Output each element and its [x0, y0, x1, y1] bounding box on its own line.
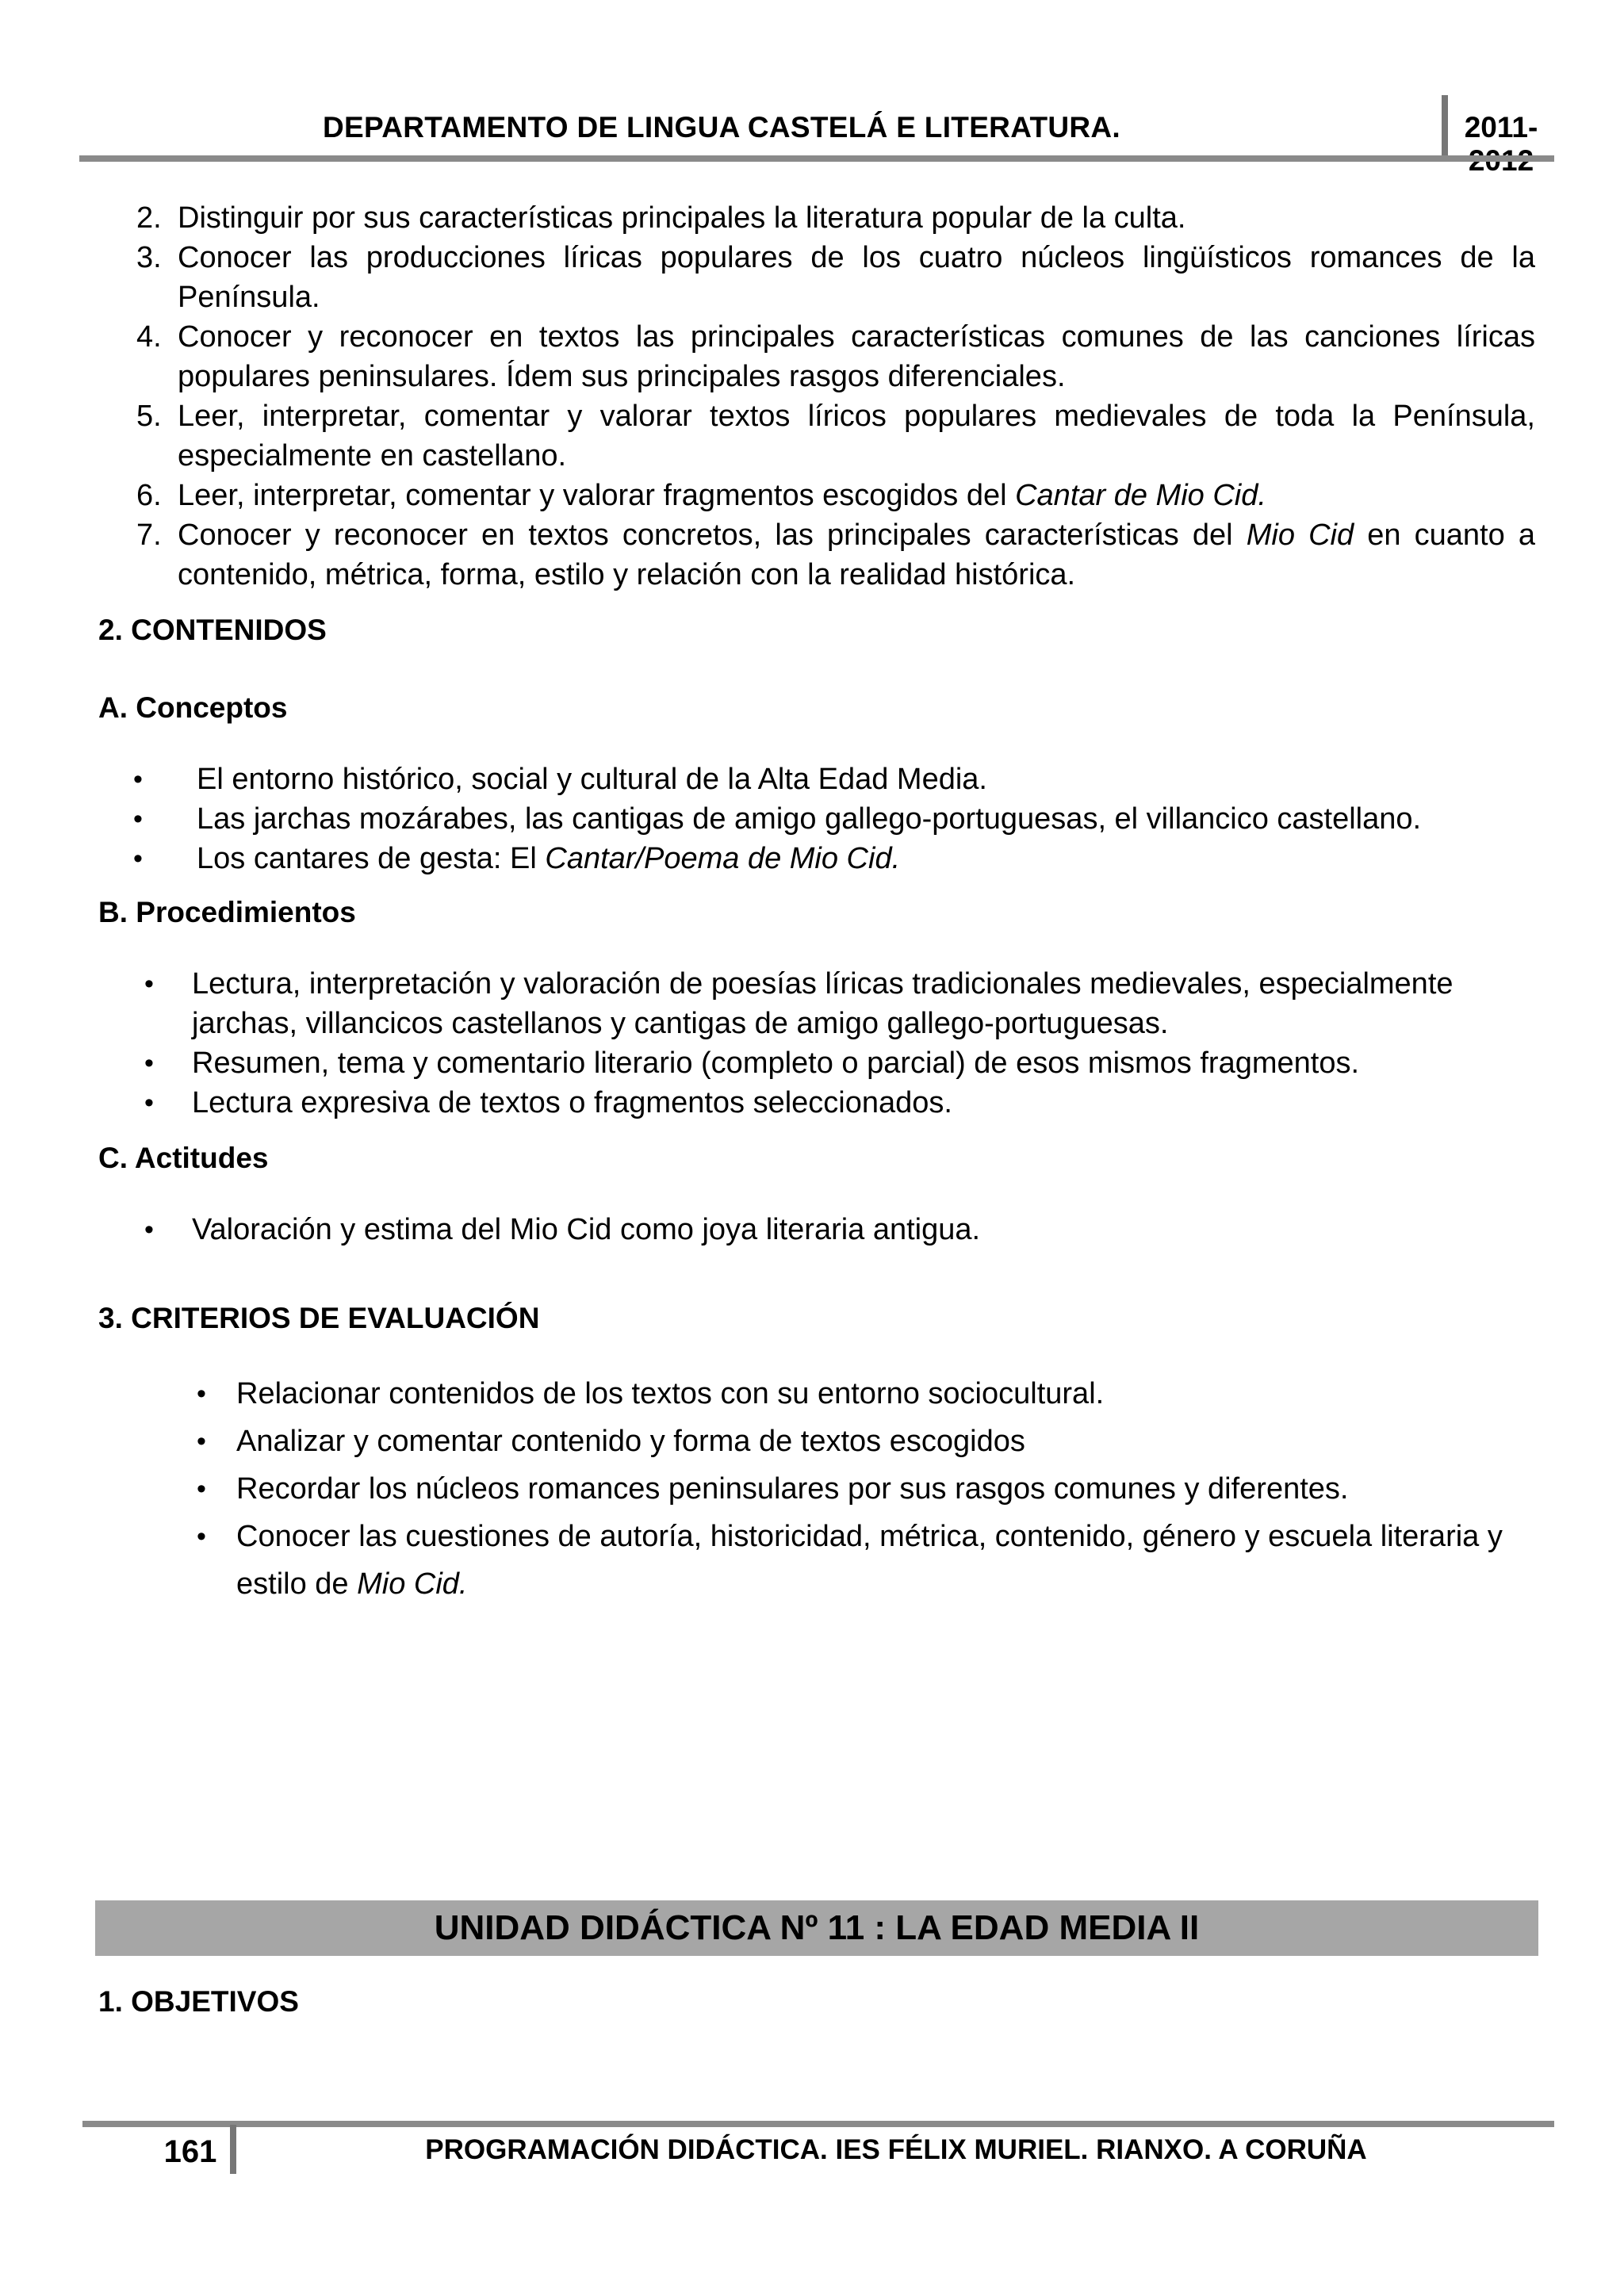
text-run: Resumen, tema y comentario literario (completo o parcial) de esos mismos fragmentos. — [192, 1047, 1360, 1080]
bullet-icon: • — [144, 1048, 154, 1078]
list-item — [98, 839, 1535, 878]
list-number: 7. — [136, 519, 162, 552]
italic-text: Mio Cid. — [357, 1567, 468, 1601]
bullet-icon: • — [197, 1379, 206, 1409]
procedimientos-list — [98, 964, 1535, 1123]
list-item — [98, 1370, 1535, 1418]
section-heading-criterios: 3. CRITERIOS DE EVALUACIÓN — [98, 1302, 540, 1334]
text-run: Valoración y estima del Mio Cid como joya literaria antigua. — [192, 1213, 981, 1246]
text-run: Conocer y reconocer en textos concretos, las principales características del — [178, 519, 1247, 552]
text-run: Distinguir por sus características principales la literatura popular de la culta. — [178, 201, 1186, 235]
bullet-icon: • — [144, 1088, 154, 1118]
main-content — [98, 198, 1535, 1608]
italic-text: Cantar de Mio Cid. — [1015, 479, 1266, 512]
footer-rule — [82, 2121, 1554, 2127]
footer-divider — [230, 2125, 236, 2174]
list-item — [98, 1513, 1535, 1608]
bullet-icon: • — [133, 764, 143, 794]
page-number: 161 — [163, 2134, 217, 2169]
bullet-icon: • — [133, 844, 143, 874]
header-year: 2011- — [1464, 111, 1538, 144]
objectives-list — [98, 198, 1535, 595]
bullet-icon: • — [144, 969, 154, 999]
bullet-icon: • — [197, 1521, 206, 1552]
bullet-icon: • — [133, 804, 143, 834]
page-header — [79, 95, 1554, 160]
text-run: Lectura, interpretación y valoración de poesías líricas tradicionales medievales, especialmente jarchas, villancicos castellanos y cantigas de amigo gallego-portuguesas. — [192, 967, 1454, 1040]
list-item — [98, 799, 1535, 839]
list-number: 2. — [136, 201, 162, 235]
text-run: Lectura expresiva de textos o fragmentos seleccionados. — [192, 1086, 952, 1119]
list-item — [98, 198, 1535, 238]
header-title: DEPARTAMENTO DE LINGUA CASTELÁ E LITERATURA. — [322, 111, 1121, 144]
italic-text: Cantar/Poema de Mio Cid. — [545, 842, 901, 875]
list-item — [98, 238, 1535, 317]
conceptos-list — [98, 760, 1535, 878]
bullet-icon: • — [197, 1426, 206, 1456]
criterios-list — [98, 1370, 1535, 1608]
list-number: 6. — [136, 479, 162, 512]
list-item — [98, 317, 1535, 396]
italic-text: Mio Cid — [1246, 519, 1354, 552]
subsection-heading-conceptos: A. Conceptos — [98, 691, 288, 724]
text-run: Analizar y comentar contenido y forma de textos escogidos — [236, 1425, 1025, 1458]
list-item — [98, 515, 1535, 595]
list-item — [98, 476, 1535, 515]
list-item — [98, 964, 1535, 1043]
list-item — [98, 760, 1535, 799]
list-number: 4. — [136, 320, 162, 354]
section-heading-contenidos: 2. CONTENIDOS — [98, 614, 327, 646]
text-run: Relacionar contenidos de los textos con su entorno sociocultural. — [236, 1377, 1105, 1410]
list-item — [98, 1043, 1535, 1083]
unit-title-banner: UNIDAD DIDÁCTICA Nº 11 : LA EDAD MEDIA II — [95, 1900, 1538, 1956]
list-item — [98, 1465, 1535, 1513]
footer-text: PROGRAMACIÓN DIDÁCTICA. IES FÉLIX MURIEL. RIANXO. A CORUÑA — [425, 2134, 1367, 2165]
list-item — [98, 396, 1535, 476]
subsection-heading-actitudes: C. Actitudes — [98, 1142, 269, 1174]
text-run: Conocer y reconocer en textos las principales características comunes de las canciones líricas populares peninsulares. Ídem sus principales rasgos diferenciales. — [178, 320, 1535, 393]
section-heading-objetivos: 1. OBJETIVOS — [98, 1985, 299, 2018]
text-run: Recordar los núcleos romances peninsulares por sus rasgos comunes y diferentes. — [236, 1472, 1349, 1506]
list-item — [98, 1418, 1535, 1465]
list-item — [98, 1083, 1535, 1123]
header-rule — [79, 155, 1554, 162]
text-run: Leer, interpretar, comentar y valorar textos líricos populares medievales de toda la Península, especialmente en castellano. — [178, 400, 1535, 473]
text-run: Leer, interpretar, comentar y valorar fragmentos escogidos del — [178, 479, 1016, 512]
list-number: 5. — [136, 400, 162, 433]
actitudes-list — [98, 1210, 1535, 1249]
text-run: El entorno histórico, social y cultural de la Alta Edad Media. — [197, 763, 987, 796]
text-run: Las jarchas mozárabes, las cantigas de amigo gallego-portuguesas, el villancico castellano. — [197, 802, 1422, 836]
list-number: 3. — [136, 241, 162, 274]
bullet-icon: • — [197, 1474, 206, 1504]
text-run: Conocer las cuestiones de autoría, historicidad, métrica, contenido, género y escuela literaria y estilo de — [236, 1520, 1503, 1601]
text-run: Los cantares de gesta: El — [197, 842, 546, 875]
header-divider — [1442, 95, 1448, 160]
list-item — [98, 1210, 1535, 1249]
text-run: en cuanto a contenido, métrica, forma, estilo y relación con la realidad histórica. — [178, 519, 1535, 591]
text-run: Conocer las producciones líricas populares de los cuatro núcleos lingüísticos romances de la Península. — [178, 241, 1535, 314]
subsection-heading-procedimientos: B. Procedimientos — [98, 896, 356, 928]
bullet-icon: • — [144, 1215, 154, 1245]
